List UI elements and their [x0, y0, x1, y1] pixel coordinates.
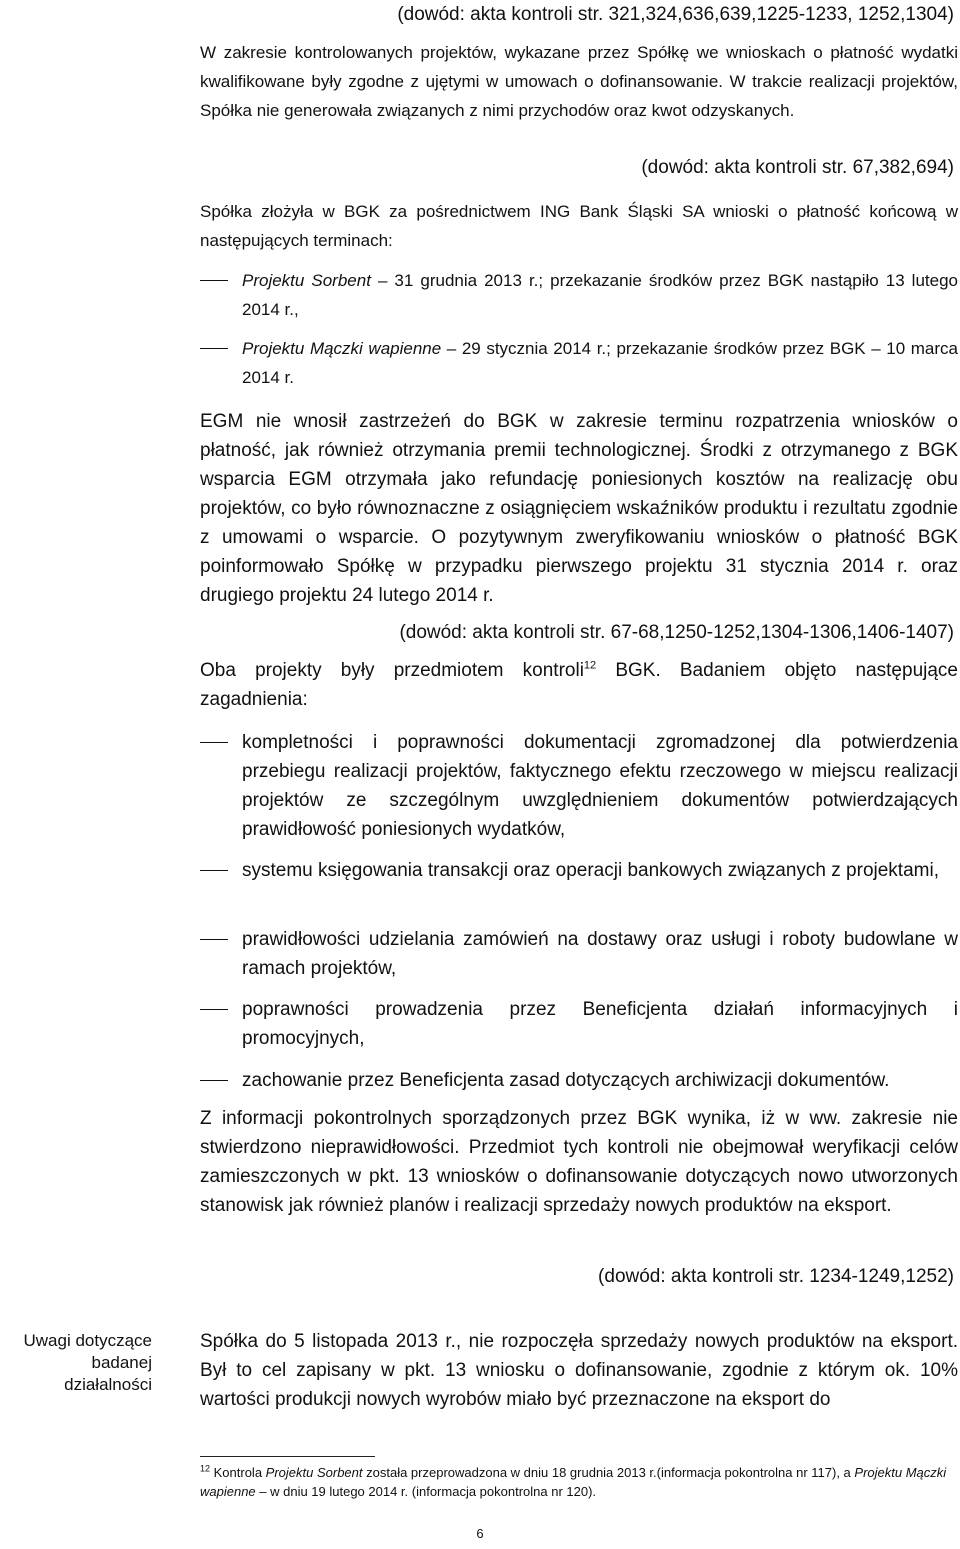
- dash-bullet: [200, 1080, 228, 1081]
- evidence-reference: (dowód: akta kontroli str. 321,324,636,639,1225-1233, 1252,1304): [397, 4, 954, 25]
- paragraph-bgk-findings: Z informacji pokontrolnych sporządzonych przez BGK wynika, iż w ww. zakresie nie stwierdzono nieprawidłowości. Przedmiot tych kontroli nie obejmował weryfikacji celów zamieszczonych w pkt. 13 wniosków o dofinansowanie dotyczących nowo utworzonych stanowisk jak również planów i realizacji sprzedaży nowych produktów na eksport.: [200, 1108, 958, 1216]
- list-item: systemu księgowania transakcji oraz operacji bankowych związanych z projektami,: [200, 856, 958, 885]
- margin-note: Uwagi dotyczące badanej działalności: [23, 1331, 152, 1394]
- footnote-mark: 12: [583, 659, 597, 672]
- evidence-reference: (dowód: akta kontroli str. 67,382,694): [641, 157, 954, 178]
- footnote-separator: [200, 1456, 375, 1457]
- paragraph-controls: Oba projekty były przedmiotem kontroli$^{12}$ BGK. Badaniem objęto następujące zagadnienia:: [200, 659, 958, 710]
- paragraph-egm: EGM nie wnosił zastrzeżeń do BGK w zakresie terminu rozpatrzenia wniosków o płatność, jak również otrzymania premii technologicznej. Środki z otrzymanego z BGK wsparcia EGM otrzymała jako refundację poniesionych kosztów na realizację obu projektów, co było równoznaczne z osiągnięciem wskaźników produktu i rezultatu zgodnie z umowami o wsparcie. O pozytywnym zweryfikowaniu wniosków o płatność BGK poinformowało Spółkę w przypadku pierwszego projektu 31 stycznia 2014 r. oraz drugiego projektu 24 lutego 2014 r.: [200, 411, 958, 606]
- paragraph-expenditure: W zakresie kontrolowanych projektów, wykazane przez Spółkę we wnioskach o płatność wydatki kwalifikowane były zgodne z ujętymi w umowach o dofinansowanie. W trakcie realizacji projektów, Spółka nie generowała związanych z nimi przychodów oraz kwot odzyskanych.: [200, 43, 958, 120]
- project-name: Projektu Mączki wapienne: [242, 339, 442, 358]
- list-item: kompletności i poprawności dokumentacji zgromadzonej dla potwierdzenia przebiegu realizacji projektów, faktycznego efektu rzeczowego w miejscu realizacji projektów ze szczególnym uwzględnieniem dokumentów potwierdzających prawidłowość poniesionych wydatków,: [200, 728, 958, 844]
- dash-bullet: [200, 870, 228, 871]
- paragraph-export: Spółka do 5 listopada 2013 r., nie rozpoczęła sprzedaży nowych produktów na eksport. Był to cel zapisany w pkt. 13 wniosku o dofinansowanie, zgodnie z którym ok. 10% wartości produkcji nowych wyrobów miało być przeznaczone na eksport do: [200, 1331, 958, 1410]
- dash-bullet: [200, 742, 228, 743]
- dash-bullet: [200, 939, 228, 940]
- page-number: 6: [476, 1526, 484, 1541]
- dash-bullet: [200, 1009, 228, 1010]
- dash-bullet: [200, 280, 228, 281]
- project-name: Projektu Sorbent: [242, 271, 371, 290]
- list-item: prawidłowości udzielania zamówień na dostawy oraz usługi i roboty budowlane w ramach projektów,: [200, 925, 958, 983]
- list-item: poprawności prowadzenia przez Beneficjenta działań informacyjnych i promocyjnych,: [200, 995, 958, 1053]
- dash-bullet: [200, 348, 228, 349]
- paragraph-payment-applications: Spółka złożyła w BGK za pośrednictwem ING Bank Śląski SA wnioski o płatność końcową w następujących terminach:: [200, 202, 958, 250]
- evidence-reference: (dowód: akta kontroli str. 67-68,1250-1252,1304-1306,1406-1407): [399, 622, 954, 643]
- evidence-reference: (dowód: akta kontroli str. 1234-1249,1252): [598, 1266, 954, 1287]
- list-item-sorbent: Projektu Sorbent – 31 grudnia 2013 r.; przekazanie środków przez BGK nastąpiło 13 lutego 2014 r.,: [200, 266, 958, 324]
- list-item: zachowanie przez Beneficjenta zasad dotyczących archiwizacji dokumentów.: [200, 1066, 958, 1095]
- footnote: $^{12}$ Kontrola Projektu Sorbent została przeprowadzona w dniu 18 grudnia 2013 r.(informacja pokontrolna nr 117), a Projektu Mączki wapienne – w dniu 19 lutego 2014 r. (informacja pokontrolna nr 120).: [200, 1463, 947, 1499]
- list-item-maczki: Projektu Mączki wapienne – 29 stycznia 2014 r.; przekazanie środków przez BGK – 10 marca 2014 r.: [200, 334, 958, 392]
